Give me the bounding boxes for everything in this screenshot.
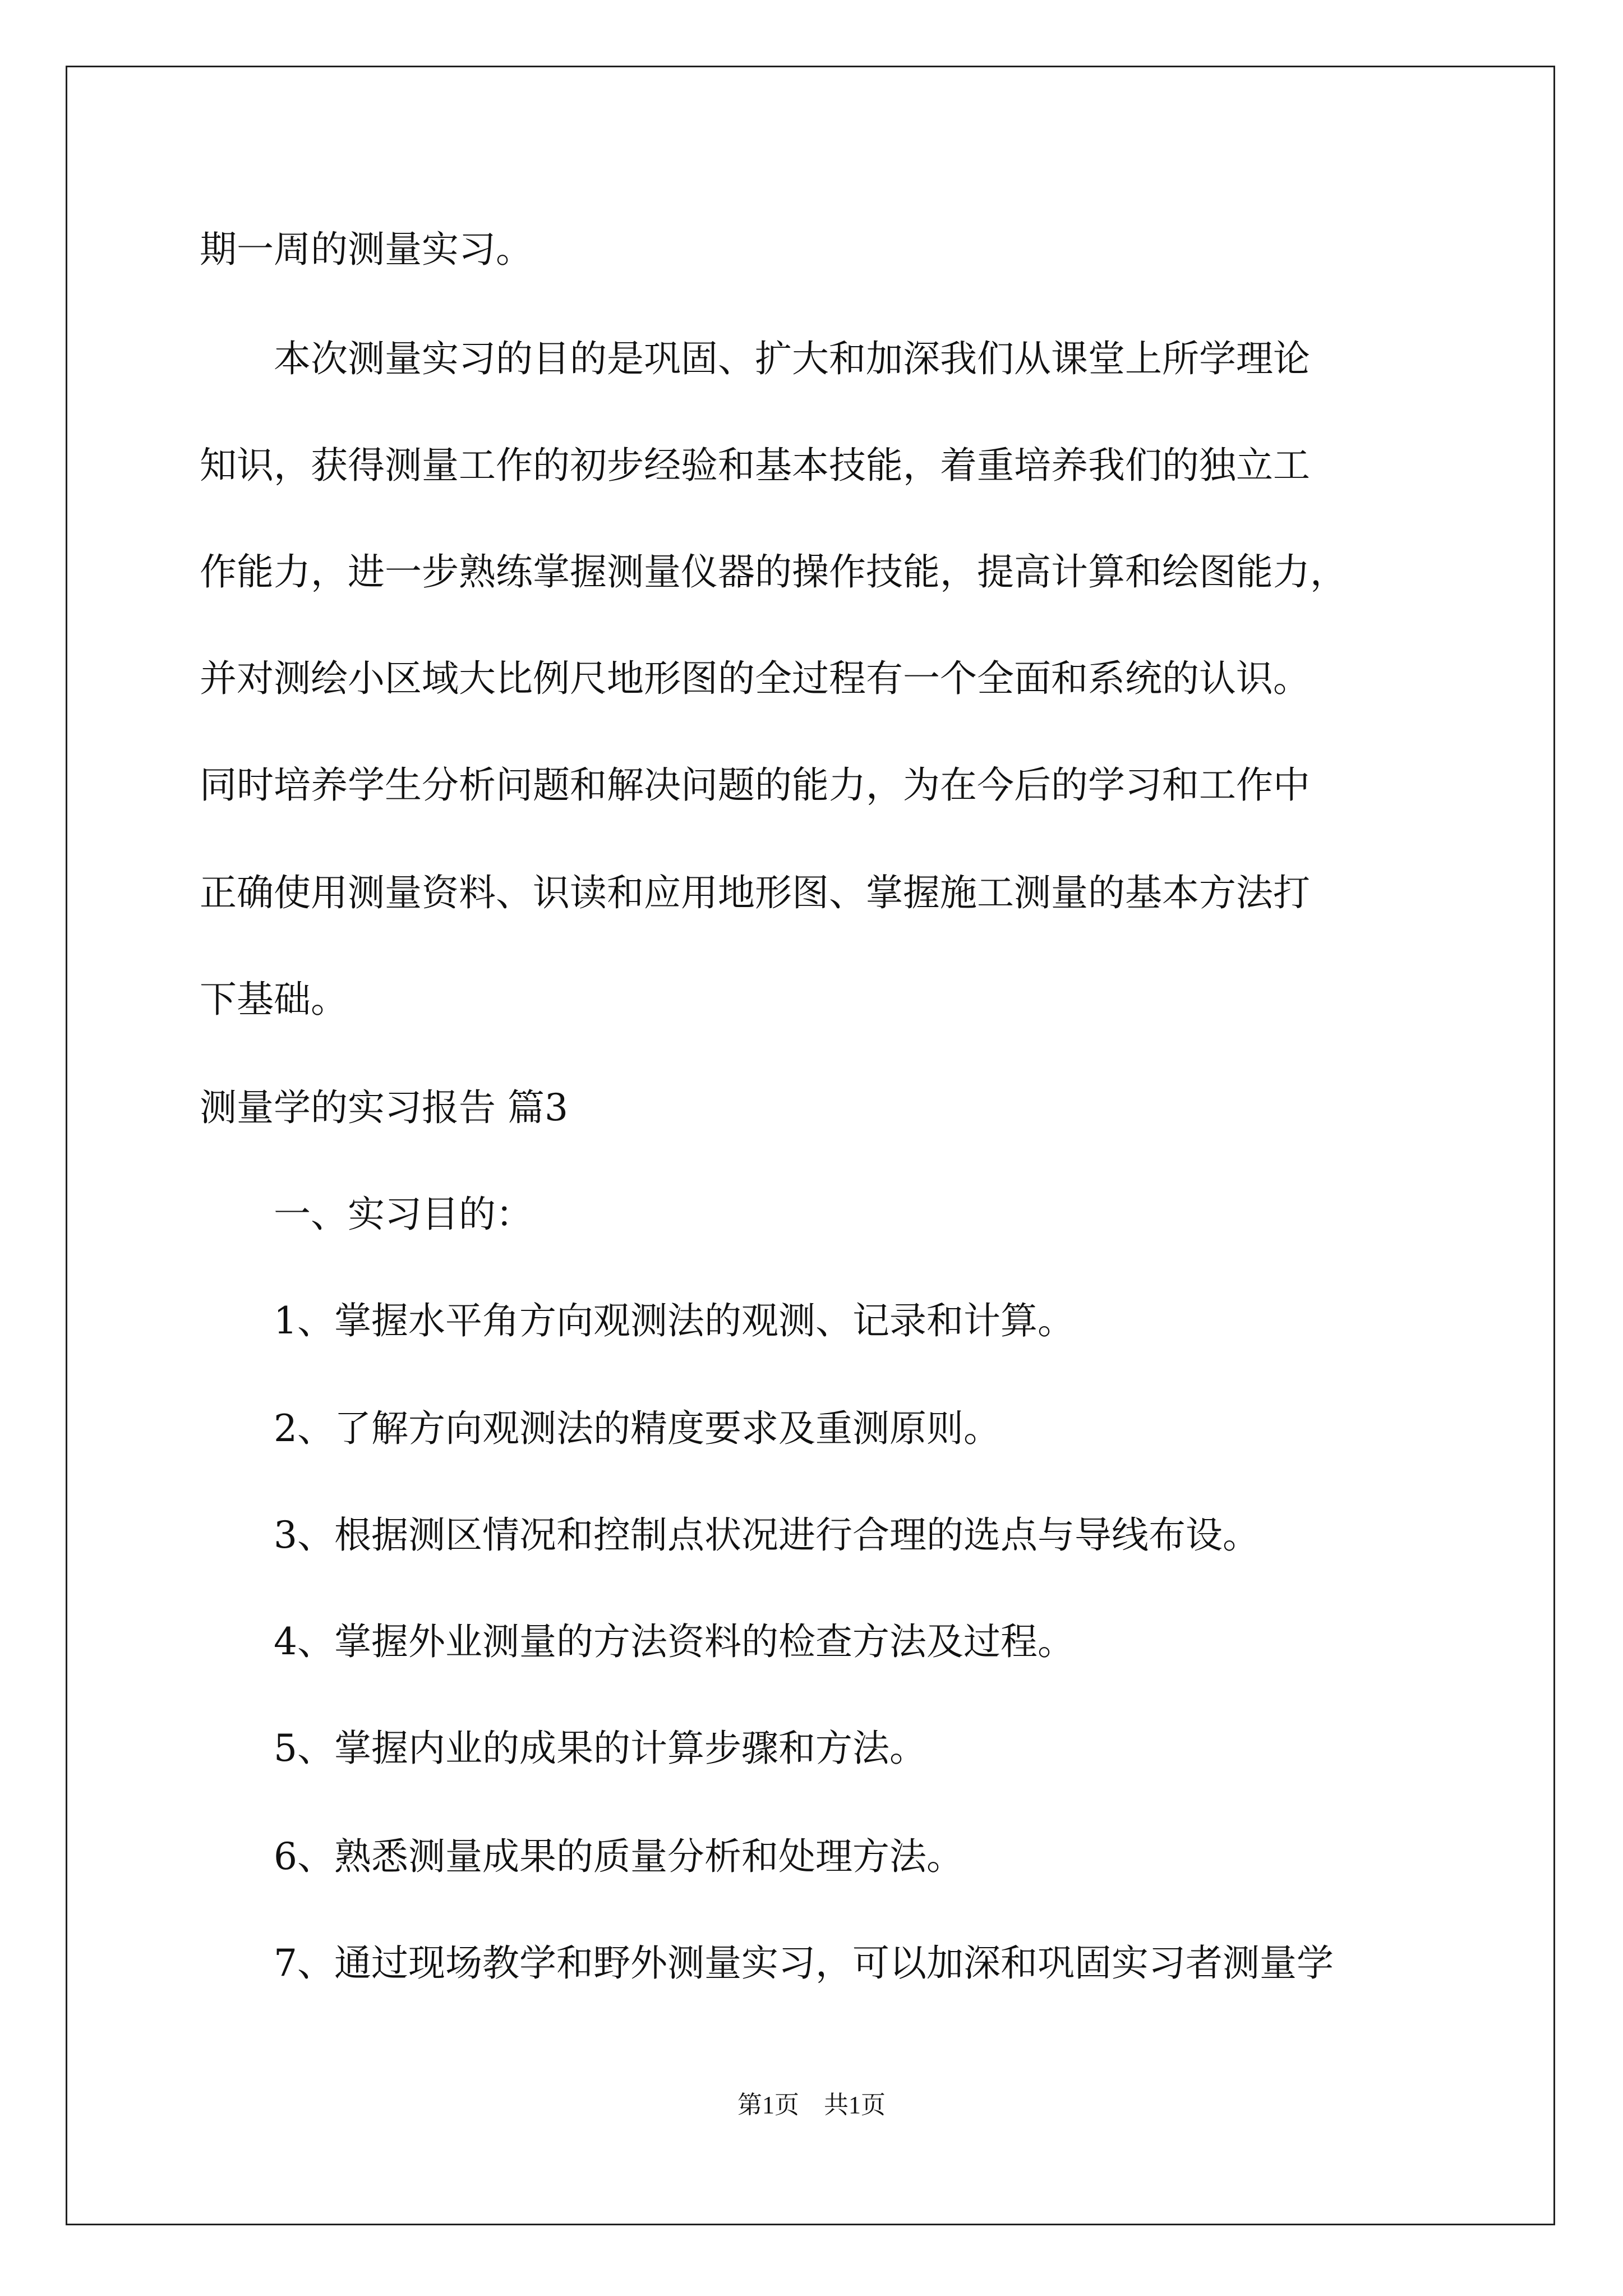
body-line: 正确使用测量资料、识读和应用地形图、掌握施工测量的基本方法打 <box>200 871 1310 914</box>
list-item: 6、熟悉测量成果的质量分析和处理方法。 <box>200 1835 963 1878</box>
body-line: 并对测绘小区域大比例尺地形图的全过程有一个全面和系统的认识。 <box>200 657 1310 700</box>
body-line: 作能力，进一步熟练掌握测量仪器的操作技能，提高计算和绘图能力， <box>200 550 1347 593</box>
body-line: 同时培养学生分析问题和解决问题的能力，为在今后的学习和工作中 <box>200 763 1310 807</box>
list-item: 3、根据测区情况和控制点状况进行合理的选点与导线布设。 <box>200 1513 1260 1557</box>
body-line: 本次测量实习的目的是巩固、扩大和加深我们从课堂上所学理论 <box>200 337 1310 380</box>
list-item: 7、通过现场教学和野外测量实习，可以加深和巩固实习者测量学 <box>200 1941 1334 1985</box>
body-line: 下基础。 <box>200 978 348 1021</box>
list-item: 2、了解方向观测法的精度要求及重测原则。 <box>200 1407 1000 1450</box>
list-item: 4、掌握外业测量的方法资料的检查方法及过程。 <box>200 1620 1075 1663</box>
page-footer: 第1页 共1页 <box>737 2091 886 2119</box>
body-line: 一、实习目的： <box>200 1193 533 1236</box>
list-item: 5、掌握内业的成果的计算步骤和方法。 <box>200 1727 926 1770</box>
section-heading: 测量学的实习报告 篇3 <box>200 1086 568 1129</box>
body-line: 知识，获得测量工作的初步经验和基本技能，着重培养我们的独立工 <box>200 444 1310 487</box>
page-border <box>66 66 1555 2225</box>
list-item: 1、掌握水平角方向观测法的观测、记录和计算。 <box>200 1299 1075 1342</box>
body-line: 期一周的测量实习。 <box>200 228 533 271</box>
